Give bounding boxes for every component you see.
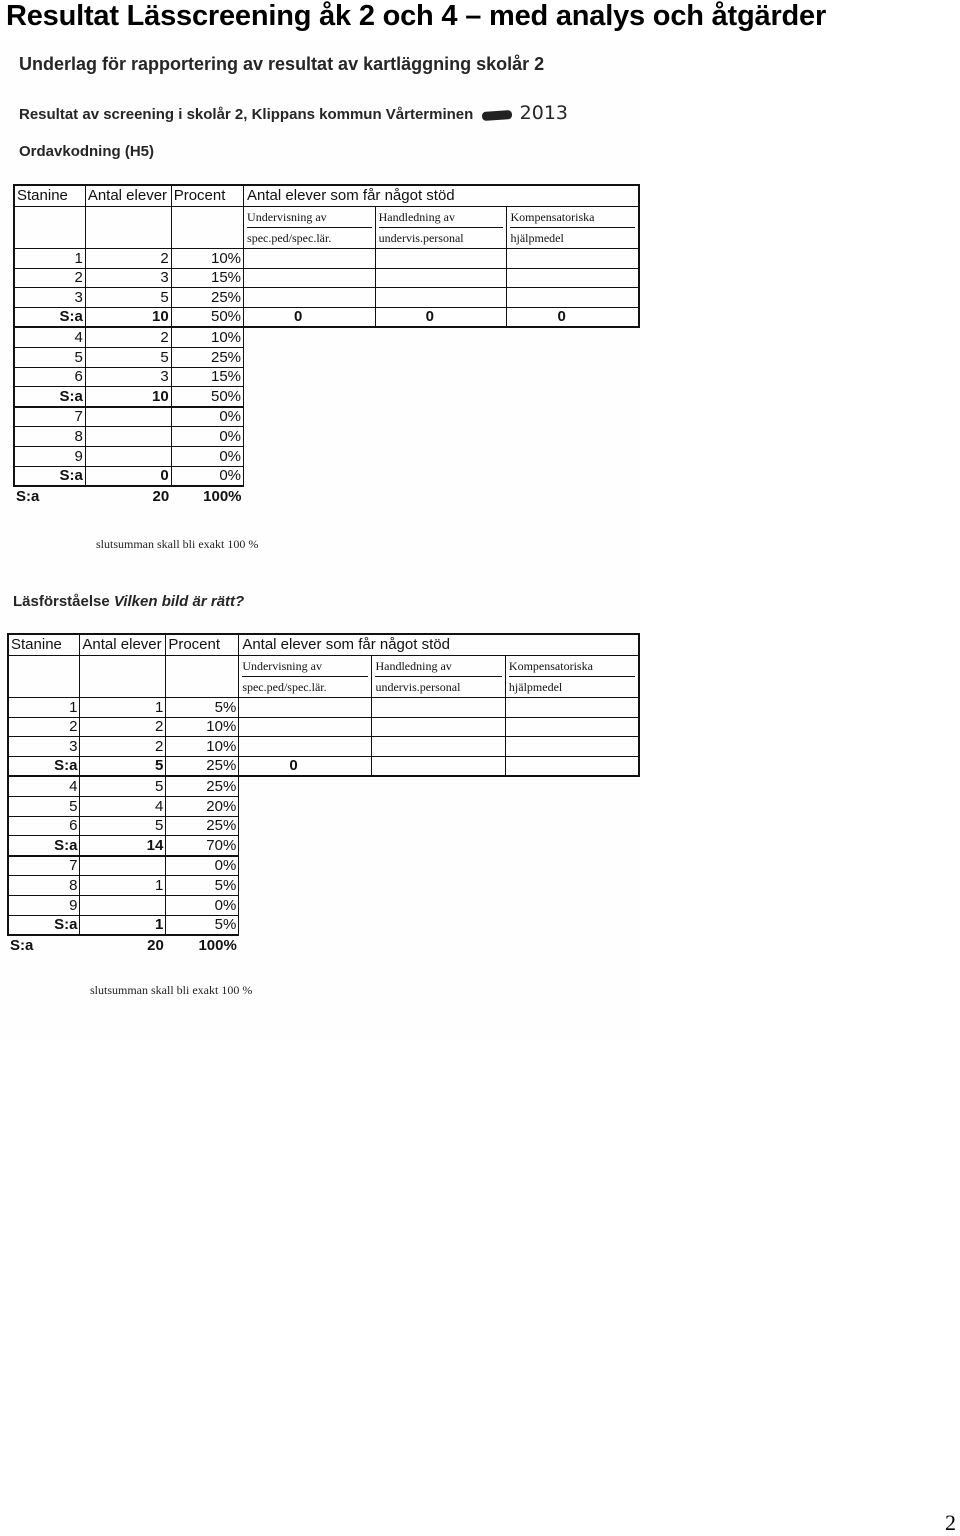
- table-row: [14, 327, 639, 347]
- cell-support: [505, 698, 639, 718]
- section-title-ordavkodning: [19, 143, 154, 160]
- redaction-scribble: [481, 109, 512, 120]
- page-title: Resultat Lässcreening åk 2 och 4 – med analys och åtgärder: [6, 0, 827, 32]
- cell-antal: 5: [85, 347, 171, 367]
- cell-procent: 25%: [166, 756, 239, 776]
- cell-stanine: 8: [8, 876, 80, 896]
- table-row: [14, 288, 639, 308]
- cell-antal: [85, 446, 171, 466]
- cell-support: [244, 268, 376, 288]
- cell-stanine: S:a: [8, 915, 80, 935]
- cell-procent: 20%: [166, 796, 239, 816]
- cell-support: [505, 717, 639, 737]
- table-row: [14, 407, 639, 427]
- header-stanine: Stanine: [14, 185, 85, 207]
- cell-support: 0: [507, 307, 639, 327]
- cell-support: [507, 268, 639, 288]
- total-procent: 100%: [203, 487, 242, 505]
- cell-antal: 2: [80, 717, 166, 737]
- cell-support: [505, 756, 639, 776]
- cell-stanine: 4: [8, 776, 80, 796]
- cell-support: [372, 717, 505, 737]
- subheader-stod-col: [244, 207, 376, 249]
- cell-support: [507, 249, 639, 269]
- cell-procent: 0%: [171, 427, 243, 447]
- cell-stanine: 6: [8, 816, 80, 836]
- cell-antal: 5: [80, 776, 166, 796]
- cell-support: [507, 288, 639, 308]
- cell-stanine: 7: [14, 407, 85, 427]
- cell-procent: 15%: [171, 268, 243, 288]
- cell-stanine: 9: [8, 895, 80, 915]
- table-row: [8, 895, 639, 915]
- cell-procent: 5%: [166, 915, 239, 935]
- cell-antal: 1: [80, 915, 166, 935]
- cell-support: [505, 737, 639, 757]
- cell-procent: 0%: [171, 446, 243, 466]
- table-sum-row: [8, 836, 639, 856]
- cell-stanine: 3: [14, 288, 85, 308]
- cell-procent: 10%: [166, 717, 239, 737]
- subheader-line1: Handledning av: [375, 656, 501, 677]
- cell-procent: 25%: [166, 816, 239, 836]
- cell-stanine: 9: [14, 446, 85, 466]
- cell-support: [244, 288, 376, 308]
- handwritten-year: 2013: [519, 102, 569, 124]
- cell-support: [239, 717, 372, 737]
- total-antal: 20: [152, 487, 170, 505]
- cell-antal: 1: [80, 698, 166, 718]
- subheader-row: [14, 207, 639, 249]
- subheader-stod-col: [375, 207, 507, 249]
- header-procent: Procent: [166, 634, 239, 656]
- cell-support: [372, 756, 505, 776]
- table-row: [8, 717, 639, 737]
- subheader-line2: hjälpmedel: [510, 231, 564, 245]
- table-sum-row: [8, 915, 639, 935]
- header-row: [14, 185, 639, 207]
- header-procent: Procent: [171, 185, 243, 207]
- stanine-table-lasforstaelse: [7, 633, 640, 955]
- table-row: [8, 856, 639, 876]
- total-label: S:a: [10, 936, 34, 954]
- cell-support: [372, 737, 505, 757]
- cell-antal: 5: [80, 756, 166, 776]
- subheader-line2: hjälpmedel: [508, 680, 563, 694]
- subheader-blank: [171, 207, 243, 249]
- table-row: [14, 268, 639, 288]
- form-heading: Underlag för rapportering av resultat av kartläggning skolår 2: [19, 54, 545, 74]
- scanned-form: [0, 40, 640, 1040]
- table-row: [8, 776, 639, 796]
- cell-procent: 10%: [171, 249, 243, 269]
- subheader-line1: Handledning av: [379, 207, 504, 228]
- cell-procent: 50%: [171, 387, 243, 407]
- cell-stanine: S:a: [8, 756, 80, 776]
- cell-stanine: 2: [14, 268, 85, 288]
- table-row: [8, 876, 639, 896]
- cell-procent: 5%: [166, 876, 239, 896]
- section-title-text: Ordavkodning (H5): [19, 143, 155, 160]
- subheader-row: [8, 656, 639, 698]
- table-sum-row: [14, 466, 639, 486]
- table-sum-row: [14, 387, 639, 407]
- table-row: [14, 367, 639, 387]
- cell-procent: 10%: [166, 737, 239, 757]
- cell-procent: 5%: [166, 698, 239, 718]
- cell-support: 0: [375, 307, 507, 327]
- cell-antal: 10: [85, 307, 171, 327]
- table-total-row: [8, 935, 639, 955]
- cell-support: [375, 288, 507, 308]
- header-row: [8, 634, 639, 656]
- total-procent: 100%: [198, 936, 237, 954]
- cell-procent: 70%: [166, 836, 239, 856]
- cell-stanine: 7: [8, 856, 80, 876]
- sum-note: slutsumman skall bli exakt 100 %: [96, 537, 259, 551]
- cell-support: [239, 698, 372, 718]
- section-title-italic: Vilken bild är rätt?: [113, 593, 245, 610]
- table-row: [14, 347, 639, 367]
- cell-stanine: 1: [8, 698, 80, 718]
- table-sum-row: [8, 756, 639, 776]
- subheader-stod-col: [239, 656, 372, 698]
- subheader-stod-col: [507, 207, 639, 249]
- cell-antal: [80, 895, 166, 915]
- cell-stanine: S:a: [14, 466, 85, 486]
- cell-stanine: 5: [8, 796, 80, 816]
- form-subheading: [19, 102, 568, 124]
- table-row: [8, 698, 639, 718]
- cell-antal: [85, 407, 171, 427]
- header-stod: Antal elever som får något stöd: [244, 185, 639, 207]
- cell-antal: 4: [80, 796, 166, 816]
- cell-procent: 0%: [171, 466, 243, 486]
- cell-support: [375, 249, 507, 269]
- cell-antal: 2: [80, 737, 166, 757]
- cell-support: 0: [239, 756, 372, 776]
- subheader-line2: spec.ped/spec.lär.: [242, 680, 327, 694]
- cell-stanine: 3: [8, 737, 80, 757]
- total-antal: 20: [147, 936, 164, 954]
- subheader-line2: undervis.personal: [375, 680, 461, 694]
- cell-procent: 0%: [166, 856, 239, 876]
- header-stod: Antal elever som får något stöd: [239, 634, 639, 656]
- cell-support: [372, 698, 505, 718]
- section-title-lasforstaelse: [13, 593, 244, 610]
- cell-antal: 5: [80, 816, 166, 836]
- table-row: [14, 249, 639, 269]
- table-total-row: [14, 486, 639, 506]
- subheader-blank: [85, 207, 171, 249]
- subheader-line1: Undervisning av: [247, 207, 372, 228]
- page-number: 2: [945, 1510, 956, 1535]
- total-label: S:a: [16, 487, 40, 505]
- subheader-line2: undervis.personal: [378, 231, 464, 245]
- cell-procent: 10%: [171, 327, 243, 347]
- table-row: [8, 737, 639, 757]
- header-antal: Antal elever: [85, 185, 171, 207]
- cell-antal: 5: [85, 288, 171, 308]
- cell-antal: 3: [85, 268, 171, 288]
- sum-note: slutsumman skall bli exakt 100 %: [90, 983, 253, 997]
- header-stanine: Stanine: [8, 634, 80, 656]
- subheader-blank: [166, 656, 239, 698]
- cell-antal: 1: [80, 876, 166, 896]
- subheader-line1: Kompensatoriska: [509, 656, 635, 677]
- cell-procent: 25%: [171, 347, 243, 367]
- subheader-blank: [14, 207, 85, 249]
- cell-support: [244, 249, 376, 269]
- subheader-line1: Kompensatoriska: [510, 207, 635, 228]
- cell-stanine: 2: [8, 717, 80, 737]
- header-antal: Antal elever: [80, 634, 166, 656]
- cell-antal: [80, 856, 166, 876]
- cell-procent: 25%: [166, 776, 239, 796]
- cell-stanine: S:a: [8, 836, 80, 856]
- subheader-stod-col: [372, 656, 505, 698]
- cell-support: 0: [244, 307, 376, 327]
- form-subheading-text: Resultat av screening i skolår 2, Klippans kommun Vårterminen: [19, 106, 474, 123]
- cell-antal: [85, 427, 171, 447]
- cell-antal: 10: [85, 387, 171, 407]
- subheader-blank: [80, 656, 166, 698]
- cell-stanine: 6: [14, 367, 85, 387]
- cell-procent: 0%: [171, 407, 243, 427]
- cell-support: [375, 268, 507, 288]
- cell-stanine: 8: [14, 427, 85, 447]
- cell-antal: 2: [85, 327, 171, 347]
- cell-procent: 0%: [166, 895, 239, 915]
- table-sum-row: [14, 307, 639, 327]
- table-row: [8, 816, 639, 836]
- cell-antal: 3: [85, 367, 171, 387]
- table-row: [14, 427, 639, 447]
- subheader-blank: [8, 656, 80, 698]
- cell-stanine: S:a: [14, 307, 85, 327]
- cell-stanine: S:a: [14, 387, 85, 407]
- table-row: [14, 446, 639, 466]
- cell-procent: 25%: [171, 288, 243, 308]
- cell-support: [239, 737, 372, 757]
- cell-stanine: 1: [14, 249, 85, 269]
- cell-procent: 50%: [171, 307, 243, 327]
- cell-stanine: 5: [14, 347, 85, 367]
- cell-antal: 14: [80, 836, 166, 856]
- cell-procent: 15%: [171, 367, 243, 387]
- cell-stanine: 4: [14, 327, 85, 347]
- stanine-table-ordavkodning: [13, 184, 640, 506]
- table-row: [8, 796, 639, 816]
- cell-antal: 2: [85, 249, 171, 269]
- subheader-line2: spec.ped/spec.lär.: [247, 231, 332, 245]
- subheader-stod-col: [505, 656, 639, 698]
- section-title-text: Läsförståelse: [13, 593, 110, 610]
- cell-antal: 0: [85, 466, 171, 486]
- subheader-line1: Undervisning av: [242, 656, 368, 677]
